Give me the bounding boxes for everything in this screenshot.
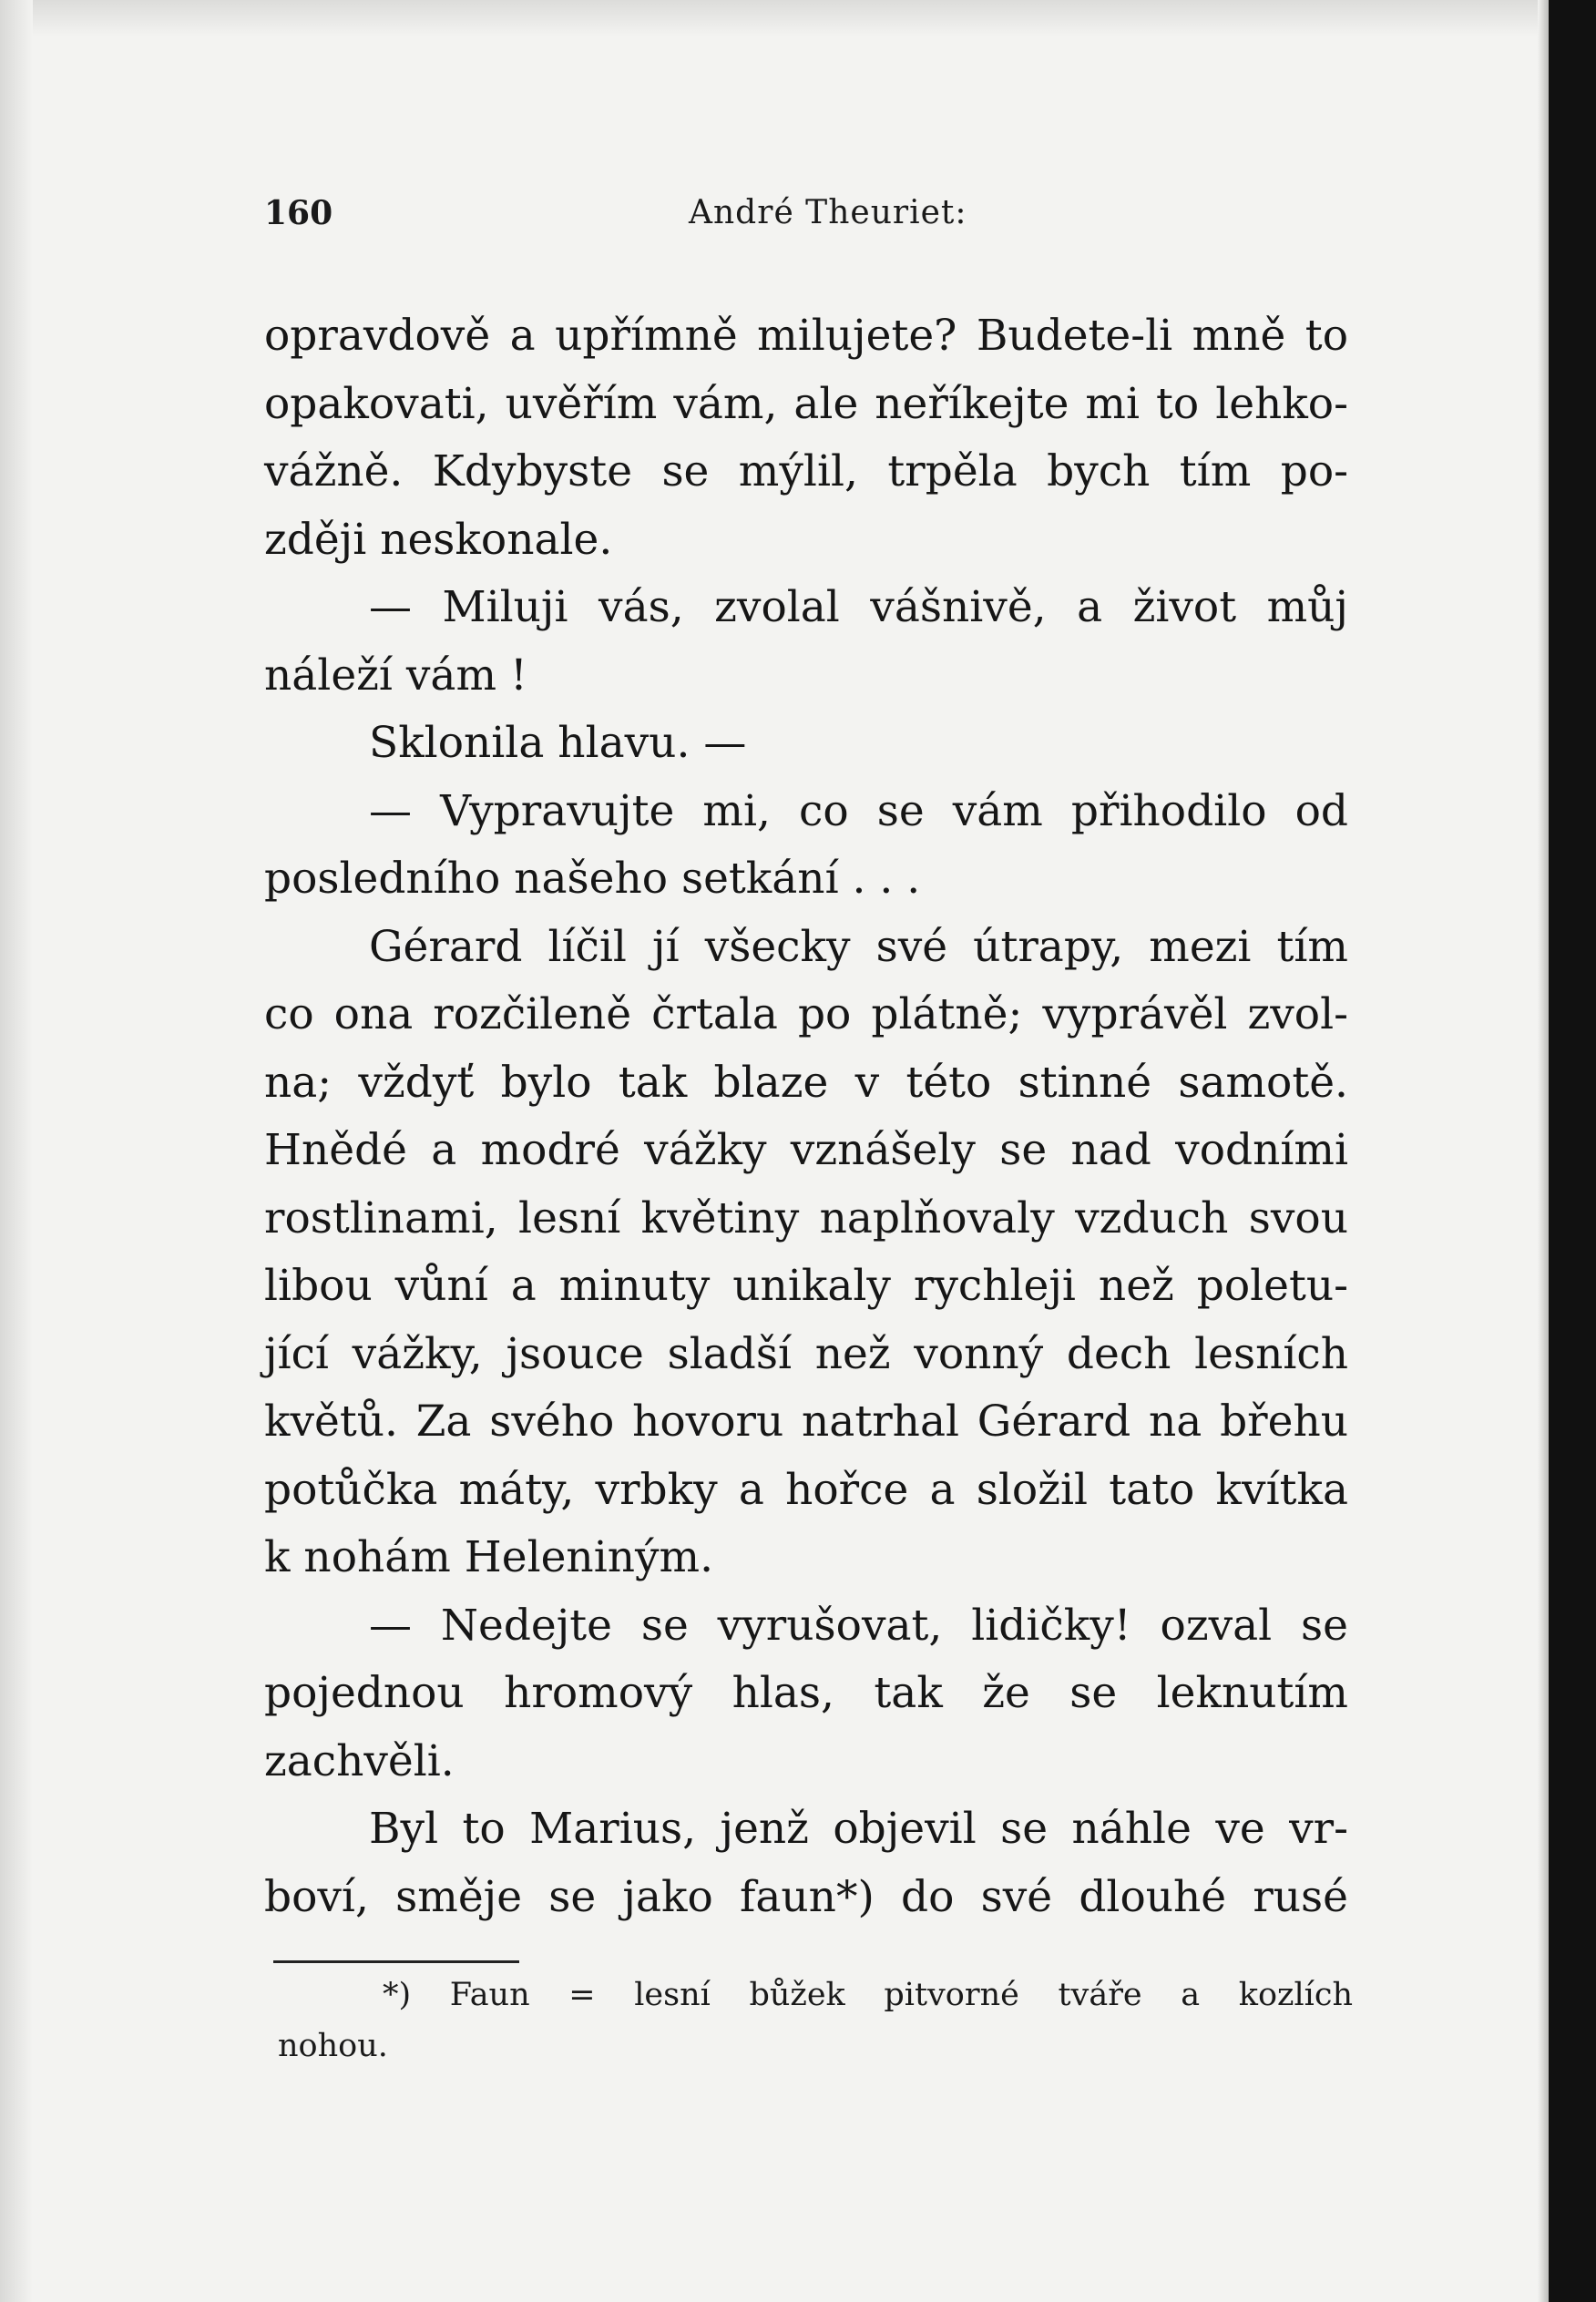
book-binding-edge [1549, 0, 1596, 2302]
body-text-line: — Miluji vás, zvolal vášnivě, a život můj [369, 582, 1348, 632]
body-text-line: boví, směje se jako faun*) do své dlouhé rusé [264, 1871, 1348, 1922]
footnote [278, 1969, 1353, 2072]
page-edge-shadow [0, 0, 33, 2302]
body-text-line: co ona rozčileně črtala po plátně; vyprávěl zvol- [264, 989, 1348, 1039]
body-text-line: potůčka máty, vrbky a hořce a složil tato kvítka [264, 1464, 1348, 1515]
page-gutter-shade [1538, 0, 1549, 2302]
body-text-line: Byl to Marius, jenž objevil se náhle ve vr- [369, 1804, 1348, 1854]
page-number: 160 [264, 194, 333, 232]
body-text-line: květů. Za svého hovoru natrhal Gérard na břehu [264, 1397, 1348, 1447]
body-text-line: na; vždyť bylo tak blaze v této stinné samotě. [264, 1057, 1348, 1108]
body-text [264, 302, 1348, 1931]
footnote-line: *) Faun = lesní bůžek pitvorné tváře a kozlích [383, 1977, 1353, 2013]
body-text-line: — Vypravujte mi, co se vám přihodilo od [369, 785, 1348, 836]
body-text-line: náleží vám ! [264, 650, 527, 701]
body-text-line: posledního našeho setkání . . . [264, 854, 921, 904]
body-text-line: Sklonila hlavu. — [369, 718, 747, 768]
body-text-line: rostlinami, lesní květiny naplňovaly vzduch svou [264, 1192, 1348, 1243]
body-text-line: k nohám Heleniným. [264, 1532, 714, 1582]
page-top-shadow [0, 0, 1549, 36]
footnote-rule [273, 1960, 519, 1963]
body-text-line: zachvěli. [264, 1735, 455, 1786]
body-text-line: Gérard líčil jí všecky své útrapy, mezi tím [369, 921, 1348, 972]
body-text-line: vážně. Kdybyste se mýlil, trpěla bych tím po- [264, 446, 1348, 496]
body-text-line: zději neskonale. [264, 514, 613, 565]
body-text-line: jící vážky, jsouce sladší než vonný dech lesních [264, 1328, 1348, 1379]
body-text-line: — Nedejte se vyrušovat, lidičky! ozval se [369, 1600, 1348, 1651]
running-head [0, 187, 1596, 241]
running-title: André Theuriet: [689, 194, 967, 231]
body-text-line: opakovati, uvěřím vám, ale neříkejte mi to lehko- [264, 378, 1348, 429]
body-text-line: pojednou hromový hlas, tak že se leknutím [264, 1668, 1348, 1718]
body-text-line: Hnědé a modré vážky vznášely se nad vodními [264, 1125, 1348, 1175]
footnote-line: nohou. [278, 2028, 388, 2064]
body-text-line: opravdově a upřímně milujete? Budete-li mně to [264, 311, 1348, 361]
body-text-line: libou vůní a minuty unikaly rychleji než poletu- [264, 1261, 1348, 1311]
